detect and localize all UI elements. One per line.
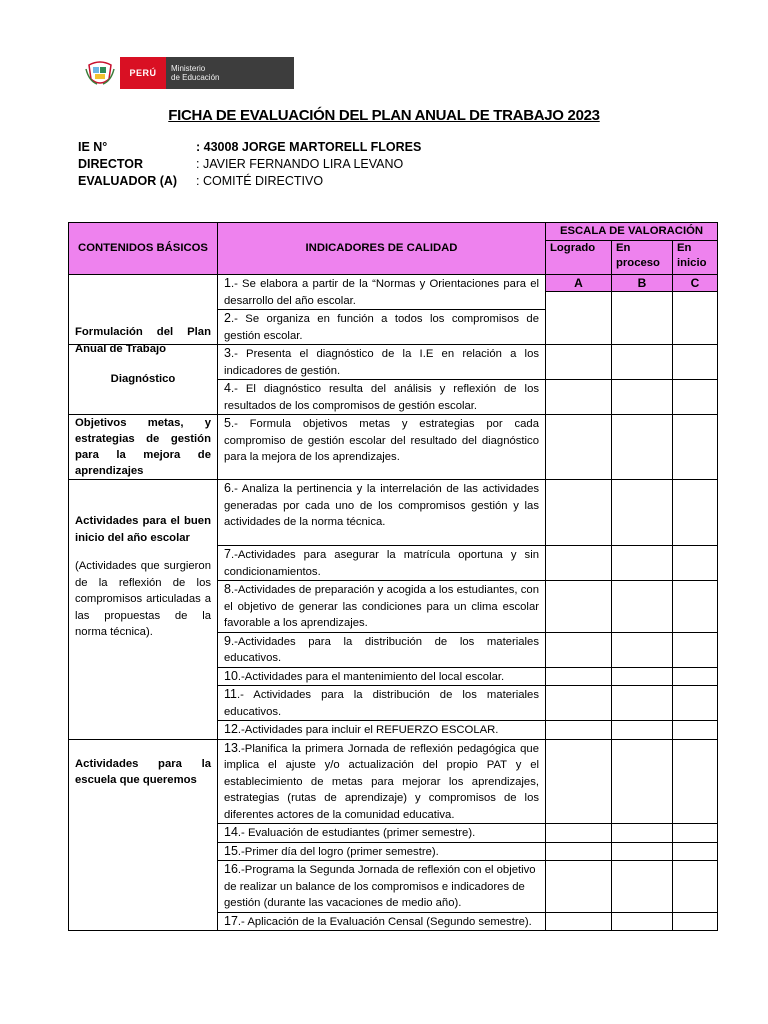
indicator-1: 1.- Se elabora a partir de la “Normas y Orientaciones para el desarrollo del año escolar. xyxy=(218,275,546,310)
score-b-4[interactable] xyxy=(612,380,673,415)
indicator-5: 5.- Formula objetivos metas y estrategias por cada compromiso de gestión escolar del resultado del diagnóstico para la mejora de los aprendizajes. xyxy=(218,415,546,480)
ie-value: : 43008 JORGE MARTORELL FLORES xyxy=(196,140,422,154)
info-row-evaluador xyxy=(78,173,421,190)
score-c-8[interactable] xyxy=(673,581,718,633)
info-block xyxy=(78,139,421,190)
score-b-14[interactable] xyxy=(612,824,673,843)
score-b-16[interactable] xyxy=(612,861,673,913)
letter-c: C xyxy=(673,275,718,292)
score-a-9[interactable] xyxy=(546,632,612,667)
score-c-16[interactable] xyxy=(673,861,718,913)
category-diagnostico: Diagnóstico xyxy=(69,345,218,415)
score-a-16[interactable] xyxy=(546,861,612,913)
score-b-10[interactable] xyxy=(612,667,673,686)
indicator-9: 9.-Actividades para la distribución de los materiales educativos. xyxy=(218,632,546,667)
director-value: : JAVIER FERNANDO LIRA LEVANO xyxy=(196,157,404,171)
score-b-8[interactable] xyxy=(612,581,673,633)
score-c-12[interactable] xyxy=(673,721,718,740)
category-formulacion: Formulación del Plan Anual de Trabajo xyxy=(75,326,211,355)
score-c-5[interactable] xyxy=(673,415,718,480)
score-c-13[interactable] xyxy=(673,739,718,824)
score-c-3[interactable] xyxy=(673,345,718,380)
score-a-10[interactable] xyxy=(546,667,612,686)
score-b-3[interactable] xyxy=(612,345,673,380)
indicator-6: 6.- Analiza la pertinencia y la interrelación de las actividades generadas por cada uno de los compromisos gestión y las actividades de la norma técnica. xyxy=(218,480,546,546)
director-label: DIRECTOR xyxy=(78,157,144,171)
minedu-logo xyxy=(80,57,294,89)
score-c-7[interactable] xyxy=(673,546,718,581)
score-b-5[interactable] xyxy=(612,415,673,480)
indicator-16: 16.-Programa la Segunda Jornada de reflexión con el objetivo de realizar un balance de los compromisos e indicadores de gestión (durante las vacaciones de medio año). xyxy=(218,861,546,913)
score-c-14[interactable] xyxy=(673,824,718,843)
indicator-7: 7.-Actividades para asegurar la matrícula oportuna y sin condicionamientos. xyxy=(218,546,546,581)
indicator-8: 8.-Actividades de preparación y acogida a los estudiantes, con el objetivo de generar las condiciones para un clima escolar favorable a los aprendizajes. xyxy=(218,581,546,633)
peru-coat-of-arms-icon xyxy=(80,57,120,89)
logo-ministry-label xyxy=(166,57,294,89)
score-c-1-2[interactable] xyxy=(673,292,718,345)
score-a-12[interactable] xyxy=(546,721,612,740)
header-en-inicio: En inicio xyxy=(673,241,718,275)
score-a-5[interactable] xyxy=(546,415,612,480)
score-c-17[interactable] xyxy=(673,912,718,931)
evaluador-value: : COMITÉ DIRECTIVO xyxy=(196,174,324,188)
letter-b: B xyxy=(612,275,673,292)
score-a-6[interactable] xyxy=(546,480,612,546)
indicator-14: 14.- Evaluación de estudiantes (primer semestre). xyxy=(218,824,546,843)
score-a-4[interactable] xyxy=(546,380,612,415)
score-b-9[interactable] xyxy=(612,632,673,667)
indicator-17: 17.- Aplicación de la Evaluación Censal (Segundo semestre). xyxy=(218,912,546,931)
category-actividades-nota: (Actividades que surgieron de la reflexión de los compromisos articuladas a las propuestas de la norma técnica). xyxy=(75,560,211,638)
score-b-17[interactable] xyxy=(612,912,673,931)
category-actividades-inicio: Actividades para el buen inicio del año escolar xyxy=(75,515,211,544)
indicator-11: 11.- Actividades para la distribución de los materiales educativos. xyxy=(218,686,546,721)
score-c-4[interactable] xyxy=(673,380,718,415)
score-a-1-2[interactable] xyxy=(546,292,612,345)
document-title: FICHA DE EVALUACIÓN DEL PLAN ANUAL DE TRABAJO 2023 xyxy=(168,107,600,124)
score-a-7[interactable] xyxy=(546,546,612,581)
header-en-proceso: En proceso xyxy=(612,241,673,275)
evaluador-label: EVALUADOR (A) xyxy=(78,174,178,188)
logo-country-label: PERÚ xyxy=(120,57,166,89)
logo-ministry-line1: Ministerio xyxy=(171,64,206,73)
header-logrado: Logrado xyxy=(546,241,612,275)
indicator-4: 4.- El diagnóstico resulta del análisis y reflexión de los resultados de los compromisos de gestión escolar. xyxy=(218,380,546,415)
score-c-10[interactable] xyxy=(673,667,718,686)
indicator-3: 3.- Presenta el diagnóstico de la I.E en relación a los indicadores de gestión. xyxy=(218,345,546,380)
score-a-13[interactable] xyxy=(546,739,612,824)
letter-a: A xyxy=(546,275,612,292)
indicator-13: 13.-Planifica la primera Jornada de reflexión pedagógica que implica el ajuste y/o actualización del propio PAT y el establecimiento de metas para mejorar los aprendizajes, estrategias (rutas de aprendizaje) y compromisos de los diferentes actores de la comunidad educativa. xyxy=(218,739,546,824)
score-b-12[interactable] xyxy=(612,721,673,740)
indicator-2: 2.- Se organiza en función a todos los compromisos de gestión escolar. xyxy=(218,310,546,345)
category-objetivos: Objetivos metas, y estrategias de gestión para la mejora de aprendizajes xyxy=(69,415,218,480)
info-row-director xyxy=(78,156,421,173)
category-actividades-inicio-cell xyxy=(69,480,218,740)
info-row-ie xyxy=(78,139,421,156)
score-c-15[interactable] xyxy=(673,842,718,861)
score-c-11[interactable] xyxy=(673,686,718,721)
score-a-8[interactable] xyxy=(546,581,612,633)
category-escuela: Actividades para la escuela que queremos xyxy=(69,739,218,931)
score-a-11[interactable] xyxy=(546,686,612,721)
score-b-15[interactable] xyxy=(612,842,673,861)
indicator-15: 15.-Primer día del logro (primer semestre). xyxy=(218,842,546,861)
header-indicadores: INDICADORES DE CALIDAD xyxy=(218,223,546,275)
indicator-12: 12.-Actividades para incluir el REFUERZO ESCOLAR. xyxy=(218,721,546,740)
score-b-7[interactable] xyxy=(612,546,673,581)
header-escala: ESCALA DE VALORACIÓN xyxy=(546,223,718,241)
score-a-17[interactable] xyxy=(546,912,612,931)
score-a-14[interactable] xyxy=(546,824,612,843)
header-contenidos: CONTENIDOS BÁSICOS xyxy=(69,223,218,275)
score-a-15[interactable] xyxy=(546,842,612,861)
indicator-10: 10.-Actividades para el mantenimiento del local escolar. xyxy=(218,667,546,686)
score-b-6[interactable] xyxy=(612,480,673,546)
score-b-11[interactable] xyxy=(612,686,673,721)
score-c-9[interactable] xyxy=(673,632,718,667)
score-b-1-2[interactable] xyxy=(612,292,673,345)
score-b-13[interactable] xyxy=(612,739,673,824)
logo-ministry-line2: de Educación xyxy=(171,73,220,82)
ie-label: IE N° xyxy=(78,140,108,154)
score-a-3[interactable] xyxy=(546,345,612,380)
score-c-6[interactable] xyxy=(673,480,718,546)
